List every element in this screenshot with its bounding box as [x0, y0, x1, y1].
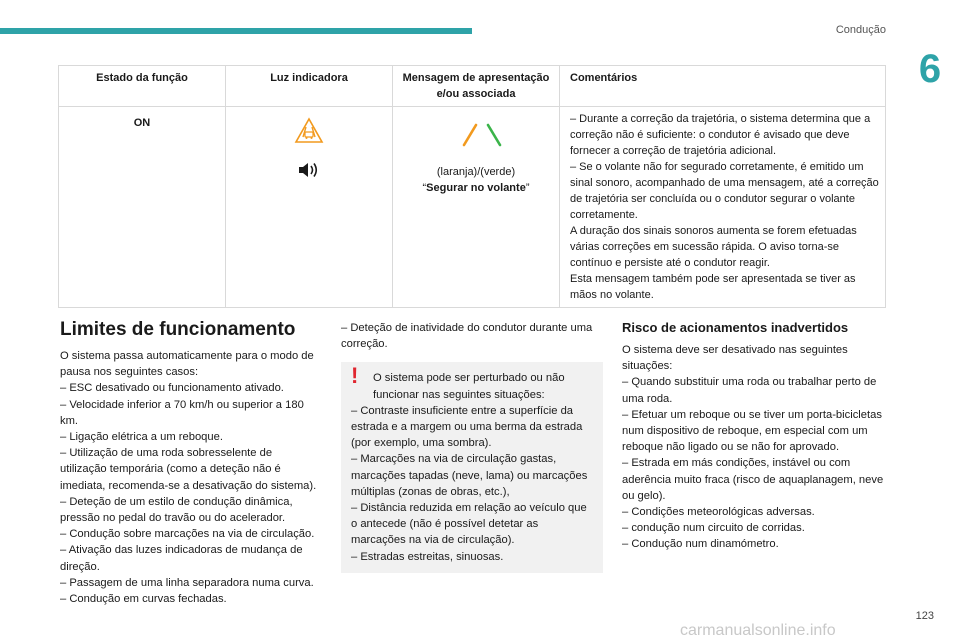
message-cell	[393, 107, 560, 308]
list-item: – Contraste insuficiente entre a superfície da estrada e a margem ou uma berma da estrada (por exemplo, uma sombra).	[351, 404, 583, 450]
header-comments: Comentários	[560, 66, 886, 107]
warning-box	[341, 362, 603, 572]
limits-intro: O sistema passa automaticamente para o modo de pausa nos seguintes casos:	[60, 350, 314, 379]
warning-intro: O sistema pode ser perturbado ou não funcionar nas seguintes situações:	[373, 372, 565, 401]
list-item: – Condução em curvas fechadas.	[60, 593, 227, 606]
list-item: – condução num circuito de corridas.	[622, 522, 805, 535]
chapter-number: 6	[918, 46, 942, 91]
list-item: – Deteção de inatividade do condutor durante uma correção.	[341, 322, 593, 351]
header-state: Estado da função	[59, 66, 226, 107]
chapter-tab	[900, 44, 960, 94]
list-item: – Condução sobre marcações na via de circulação.	[60, 528, 315, 541]
limits-column	[60, 318, 318, 607]
list-item: – Condições meteorológicas adversas.	[622, 506, 815, 519]
list-item: – Marcações na via de circulação gastas, marcações tapadas (neve, lama) ou marcações múltiplas (zonas de obras, etc.),	[351, 453, 588, 498]
comment-line: – Durante a correção da trajetória, o sistema determina que a correção não é suficiente: o condutor é avisado que deve fornecer a correção de trajetória adicional.	[570, 113, 871, 157]
comment-line: A duração dos sinais sonoros aumenta se forem efetuadas várias correções em sucessão rápida. O aviso torna-se contínuo e persiste até o condutor reagir.	[570, 225, 857, 269]
indicator-cell	[226, 107, 393, 308]
middle-column	[341, 320, 603, 573]
top-accent-bar	[0, 28, 472, 34]
risk-title: Risco de acionamentos inadvertidos	[622, 320, 849, 335]
list-item: – Efetuar um reboque ou se tiver um porta-bicicletas num dispositivo de reboque, em especial com um reboque não ligado ou se não for aprovado.	[622, 408, 882, 454]
header-message: Mensagem de apresentação e/ou associada	[393, 66, 560, 107]
list-item: – Condução num dinamómetro.	[622, 538, 779, 551]
list-item: – Estradas estreitas, sinuosas.	[351, 550, 504, 563]
list-item: – Estrada em más condições, instável ou com aderência muito fraca (risco de aquaplanagem, neve ou gelo).	[622, 457, 884, 502]
list-item: – Utilização de uma roda sobresselente de utilização temporária (como a deteção não é imediata, recomenda-se a desativação do sistema).	[60, 447, 317, 492]
list-item: – ESC desativado ou funcionamento ativado.	[60, 382, 284, 395]
header-indicator: Luz indicadora	[226, 66, 393, 107]
comment-line: – Se o volante não for segurado corretamente, é emitido um sinal sonoro, acompanhado de uma mensagem, até a correção de trajetória ser concluída ou o condutor segurar o volante corretamente.	[570, 161, 879, 221]
list-item: – Ligação elétrica a um reboque.	[60, 431, 223, 444]
message-text: Segurar no volante	[426, 182, 526, 194]
risk-intro: O sistema deve ser desativado nas seguintes situações:	[622, 344, 848, 373]
table-header-row	[59, 66, 886, 107]
comments-cell	[560, 107, 886, 308]
function-status-table	[58, 65, 886, 308]
page-header-title: Condução	[835, 24, 886, 36]
watermark: carmanualsonline.info	[680, 622, 836, 639]
risk-column	[622, 320, 884, 553]
list-item: – Velocidade inferior a 70 km/h ou superior a 180 km.	[60, 398, 304, 427]
sound-signal-icon	[232, 160, 386, 185]
lane-lines-icon	[399, 121, 553, 154]
limits-title: Limites de funcionamento	[60, 319, 296, 340]
list-item: – Ativação das luzes indicadoras de mudança de direção.	[60, 544, 303, 573]
list-item: – Passagem de uma linha separadora numa curva.	[60, 576, 314, 589]
exclamation-icon: !	[351, 363, 359, 389]
list-item: – Distância reduzida em relação ao veículo que o antecede (não é possível detetar as marcações na via de circulação).	[351, 502, 587, 547]
lane-warning-icon	[232, 117, 386, 150]
message-quote: “Segurar no volante”	[422, 182, 530, 194]
message-colors: (laranja)/(verde)	[436, 166, 516, 178]
table-row	[59, 107, 886, 308]
page-number: 123	[915, 610, 934, 622]
comment-line: Esta mensagem também pode ser apresentada se tiver as mãos no volante.	[570, 273, 856, 301]
state-cell: ON	[59, 107, 226, 308]
list-item: – Quando substituir uma roda ou trabalhar perto de uma roda.	[622, 376, 877, 405]
list-item: – Deteção de um estilo de condução dinâmica, pressão no pedal do travão ou do acelerador.	[60, 495, 293, 525]
